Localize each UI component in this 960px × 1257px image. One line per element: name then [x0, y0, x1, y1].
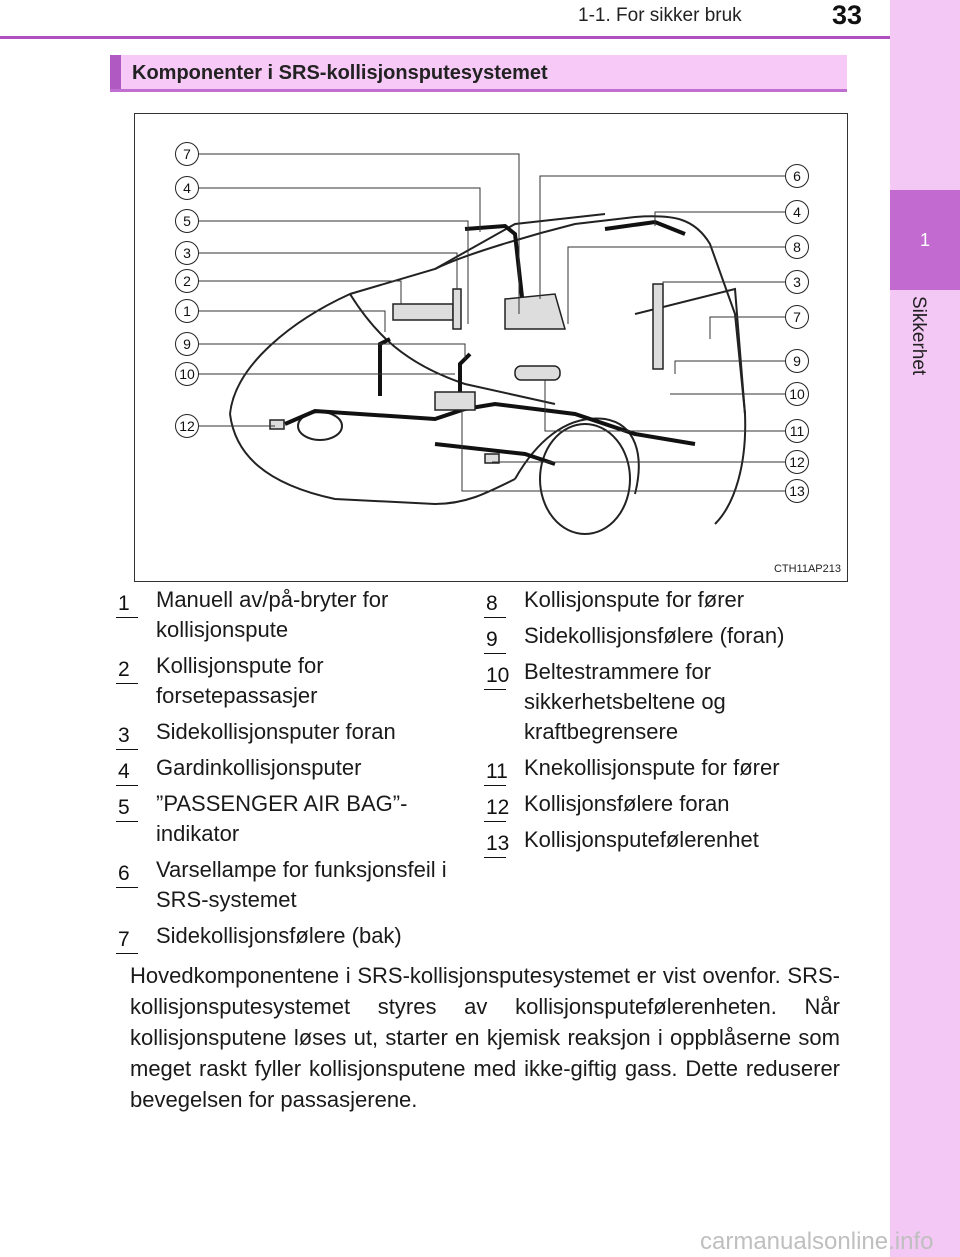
figure-callout-right-7: 10	[785, 382, 809, 406]
figure-callout-left-9: 12	[175, 414, 199, 438]
front-sensor-left	[270, 420, 284, 429]
figure-callout-left-1: 7	[175, 142, 199, 166]
figure-callout-right-8: 11	[785, 419, 809, 443]
legend-number: 6	[118, 859, 130, 889]
legend-text: Manuell av/på-bryter for kollisjonspute	[156, 587, 389, 642]
legend-text: ”PASSENGER AIR BAG”-indikator	[156, 791, 408, 846]
figure-callout-right-9: 12	[785, 450, 809, 474]
car-door-line	[635, 289, 745, 414]
figure-callout-right-6: 9	[785, 349, 809, 373]
header-rule	[0, 36, 890, 39]
legend-text: Sidekollisjonsfølere (foran)	[524, 623, 785, 648]
running-header-section: 1-1. For sikker bruk	[578, 5, 742, 26]
seat-back	[505, 294, 565, 329]
car-front-wheel	[540, 424, 630, 534]
legend-number: 3	[118, 721, 130, 751]
figure-callout-left-8: 10	[175, 362, 199, 386]
figure-callout-right-3: 8	[785, 235, 809, 259]
figure-callout-left-5: 2	[175, 269, 199, 293]
chapter-number: 1	[919, 230, 930, 250]
body-paragraph: Hovedkomponentene i SRS-kollisjonsputesystemet er vist ovenfor. SRS-kollisjonsputesystemet styres av kollisjonsputefølerenheten. Når kollisjonsputene løses ut, starter en kjemisk reaksjon i oppblåserne som meget raskt fyller kollisjonsputene med ikke-giftig gass. Dette reduserer bevegelsen for passasjerene.	[130, 963, 840, 1112]
figure-callout-right-5: 7	[785, 305, 809, 329]
curtain-airbag-right	[605, 222, 685, 234]
chapter-label: Sikkerhet	[908, 296, 929, 376]
page-number: 33	[832, 0, 863, 30]
legend-number: 12	[486, 793, 509, 823]
figure-code: CTH11AP213	[773, 563, 841, 575]
car-windshield	[435, 214, 605, 269]
legend-text: Kollisjonsputefølerenhet	[524, 827, 759, 852]
sensor-unit	[435, 392, 475, 410]
figure-callout-left-6: 1	[175, 299, 199, 323]
figure-callout-right-10: 13	[785, 479, 809, 503]
legend-number: 1	[118, 589, 130, 619]
legend-text: Beltestrammere for sikkerhetsbeltene og kraftbegrensere	[524, 659, 726, 744]
legend-number: 9	[486, 625, 498, 655]
side-airbag-rear	[653, 284, 663, 369]
figure-callout-left-7: 9	[175, 332, 199, 356]
legend-text: Varsellampe for funksjonsfeil i SRS-systemet	[156, 857, 447, 912]
legend-number: 11	[486, 757, 508, 787]
car-outline	[230, 216, 745, 524]
figure-callout-right-2: 4	[785, 200, 809, 224]
legend-number: 10	[486, 661, 509, 691]
legend-number: 13	[486, 829, 509, 859]
srs-components-figure	[134, 113, 848, 582]
figure-callout-right-4: 3	[785, 270, 809, 294]
section-title: Komponenter i SRS-kollisjonsputesystemet	[132, 62, 548, 84]
figure-callout-left-2: 4	[175, 176, 199, 200]
legend-text: Kollisjonsfølere foran	[524, 791, 730, 816]
figure-callout-left-4: 3	[175, 241, 199, 265]
knee-airbag	[515, 366, 560, 380]
legend-text: Kollisjonspute for forsetepassasjer	[156, 653, 324, 708]
legend-number: 2	[118, 655, 130, 685]
passenger-airbag-module	[393, 304, 453, 320]
legend-number: 4	[118, 757, 130, 787]
legend-number: 8	[486, 589, 498, 619]
legend-right-column	[486, 585, 831, 865]
figure-callout-right-1: 6	[785, 164, 809, 188]
legend-text: Sidekollisjonsfølere (bak)	[156, 923, 402, 948]
wiring-harness-2	[380, 339, 390, 396]
legend-text: Gardinkollisjonsputer	[156, 755, 362, 780]
legend-number: 5	[118, 793, 130, 823]
legend-text: Kollisjonspute for fører	[524, 587, 745, 612]
watermark: carmanualsonline.info	[700, 1228, 934, 1255]
legend-number: 7	[118, 925, 130, 955]
chapter-side-tab	[890, 0, 960, 1257]
legend-text: Sidekollisjonsputer foran	[156, 719, 396, 744]
side-airbag-front	[453, 289, 461, 329]
legend-left-column	[118, 585, 463, 955]
legend-text: Knekollisjonspute for fører	[524, 755, 780, 780]
car-airbag-illustration	[135, 114, 847, 581]
section-heading-bar	[110, 55, 121, 89]
figure-callout-left-3: 5	[175, 209, 199, 233]
